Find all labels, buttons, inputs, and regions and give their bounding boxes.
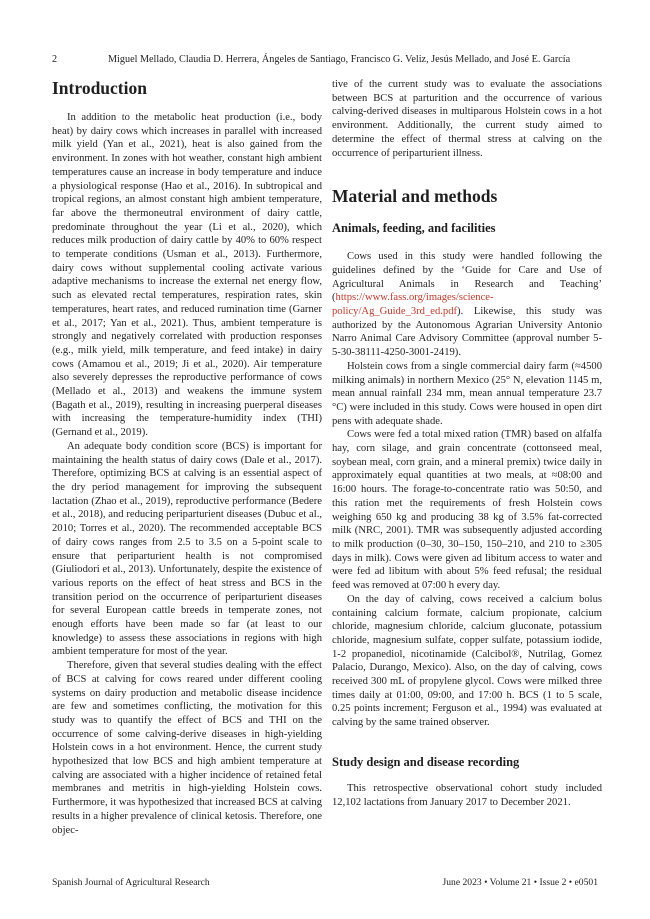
- introduction-heading: Introduction: [52, 78, 147, 98]
- methods-paragraph-3: Cows were fed a total mixed ration (TMR) based on alfalfa hay, corn silage, and grain concentrate (cottonseed meal, soybean meal, corn grain, and a mineral premix) twice daily in approximately equal quantities at two meals, at ≈08:00 and 16:00 hours. The forage-to-concentrate ratio was 50:50, and this ration met the requirements of fresh Holstein cows weighing 650 kg and producing 38 kg of 3.5% fat-corrected milk (NRC, 2001). TMR was subsequently adjusted according to milk production (0–30, 30–150, 150–210, and 210 to ≥305 days in milk). Cows were given ad libitum access to water and were fed ad libitum with about 5% feed refusal; the residual feed was removed at 07:00 h every day.: [332, 429, 602, 592]
- methods-paragraph-5: This retrospective observational cohort study included 12,102 lactations from January 2017 to December 2021.: [332, 782, 602, 808]
- footer-issue: June 2023 • Volume 21 • Issue 2 • e0501: [442, 877, 598, 888]
- intro-paragraph-2: An adequate body condition score (BCS) is important for maintaining the health status of dairy cows (Dale et al., 2017). Therefore, optimizing BCS at calving is an essential aspect of the dry period management for improving the subsequent lactation (Zhao et al., 2019), reproductive performance (Bedere et al., 2018), and reducing periparturient diseases (Dubuc et al., 2010; Torres et al., 2020). The recommended acceptable BCS of dairy cows ranges from 2.5 to 3.5 on a 5-point scale to ensure that periparturient health is not compromised (Giuliodori et al., 2013). Unfortunately, despite the existence of various reports on the effect of heat stress and BCS in the transition period on the occurrence of periparturient diseases for several European cattle breeds in temperate zones, not enough efforts have been made so far (at least to our knowledge) to assess these associations in regions with high ambient temperature for most of the year.: [52, 440, 322, 658]
- fass-guide-link[interactable]: https://www.fass.org/images/science-policy/Ag_Guide_3rd_ed.pdf: [332, 292, 494, 318]
- methods-paragraph-2: Holstein cows from a single commercial dairy farm (≈4500 milking animals) in northern Mexico (25° N, elevation 1145 m, mean annual rainfall 234 mm, mean annual temperature 23.7 °C) were included in this study. Cows were housed in open dirt pens with adequate shade.: [332, 360, 602, 427]
- methods-paragraph-1: [332, 250, 602, 360]
- methods-paragraph-4: On the day of calving, cows received a calcium bolus containing calcium formate, calcium propionate, calcium chloride, magnesium chloride, calcium gluconate, potassium chloride, magnesium sulfate, copper sulfate, potassium iodide, 1-2 propanediol, nicotinamide (Calcibol®, Nutrilag, Gomez Palacio, Durango, Mexico). Also, on the day of calving, cows received 300 mL of propylene glycol. Cows were milked three times daily at 01:00, 09:00, and 17:00 h. BCS (1 to 5 scale, 0.25 points increment; Ferguson et al., 1994) was evaluated at calving by the same trained observer.: [332, 593, 602, 729]
- approval-text: ). Likewise, this study was authorized by the Autonomous Agrarian University Antonio Narro Animal Care Advisory Committee (approval number 5-5-30-38111-4250-3001-2419).: [332, 306, 602, 359]
- right-column: [332, 78, 602, 809]
- animals-subheading: Animals, feeding, and facilities: [332, 221, 496, 236]
- page-number: 2: [52, 54, 58, 65]
- guide-text: Cows used in this study were handled following the guidelines defined by the ‘Guide for Care and Use of Agricultural Animals in Research and Teaching’ (: [332, 251, 602, 304]
- running-head-authors: Miguel Mellado, Claudia D. Herrera, Ángeles de Santiago, Francisco G. Veliz, Jesús Mellado, and José E. García: [108, 54, 571, 65]
- running-head: [52, 53, 598, 67]
- methods-heading: Material and methods: [332, 186, 498, 207]
- study-design-subheading: Study design and disease recording: [332, 754, 520, 769]
- intro-paragraph-1: In addition to the metabolic heat production (i.e., body heat) by dairy cows which increases in parallel with increased milk yield (Yan et al., 2021), heat is also gained from the environment. In zones with hot weather, constant high ambient temperatures cause an increase in body temperature and induce a physiological response (Hao et al., 2016). In subtropical and tropical regions, an almost constant high ambient temperature, far above the thermoneutral environment of dairy cattle, predominate throughout the year (Li et al., 2020), which reduces milk production of dairy cattle by 40% to 60% respect to temperate conditions (Usman et al., 2013). Furthermore, dairy cows without supplemental cooling activate various adaptive mechanisms to increase the external net energy flow, such as elevated rectal temperatures, respiration rates, skin temperatures, heart rates, and reduced rumination time (Garner et al., 2017; Yan et al., 2021). Thus, ambient temperature is strongly and negatively correlated with production responses (e.g., milk yield, milk temperature, and feed intake) in dairy cows (Amamou et al., 2019; Ji et al., 2020). Air temperature also severely depresses the reproductive performance of cows (Mellado et al., 2013) and weakens the immune system (Bagath et al., 2019), resulting in increasing puerperal diseases with increasing the temperature-humidity index (THI) (Gernand et al., 2019).: [52, 112, 322, 439]
- footer-journal: Spanish Journal of Agricultural Research: [52, 877, 210, 888]
- intro-paragraph-3: Therefore, given that several studies dealing with the effect of BCS at calving for cows reared under different cooling systems on dairy production and metabolic disease incidence are few and sometimes conflicting, the motivation for this study was to quantify the effect of BCS and THI on the occurrence of some calving-derive diseases in high-yielding Holstein cows in a hot environment. Hence, the current study hypothesized that low BCS and high ambient temperature at calving are associated with a higher incidence of retained fetal membranes and metritis in high-yielding Holstein cows. Furthermore, it was hypothesized that increased BCS at calving results in a higher prevalence of clinical ketosis. Therefore, one objec-: [52, 660, 322, 836]
- intro-paragraph-3-continued: tive of the current study was to evaluate the associations between BCS at parturition and the occurrence of various calving-derived diseases in multiparous Holstein cows in a hot environment. Additionally, the current study aimed to determine the effect of thermal stress at calving on the occurrence of periparturient illness.: [332, 79, 602, 159]
- left-column: [52, 78, 322, 837]
